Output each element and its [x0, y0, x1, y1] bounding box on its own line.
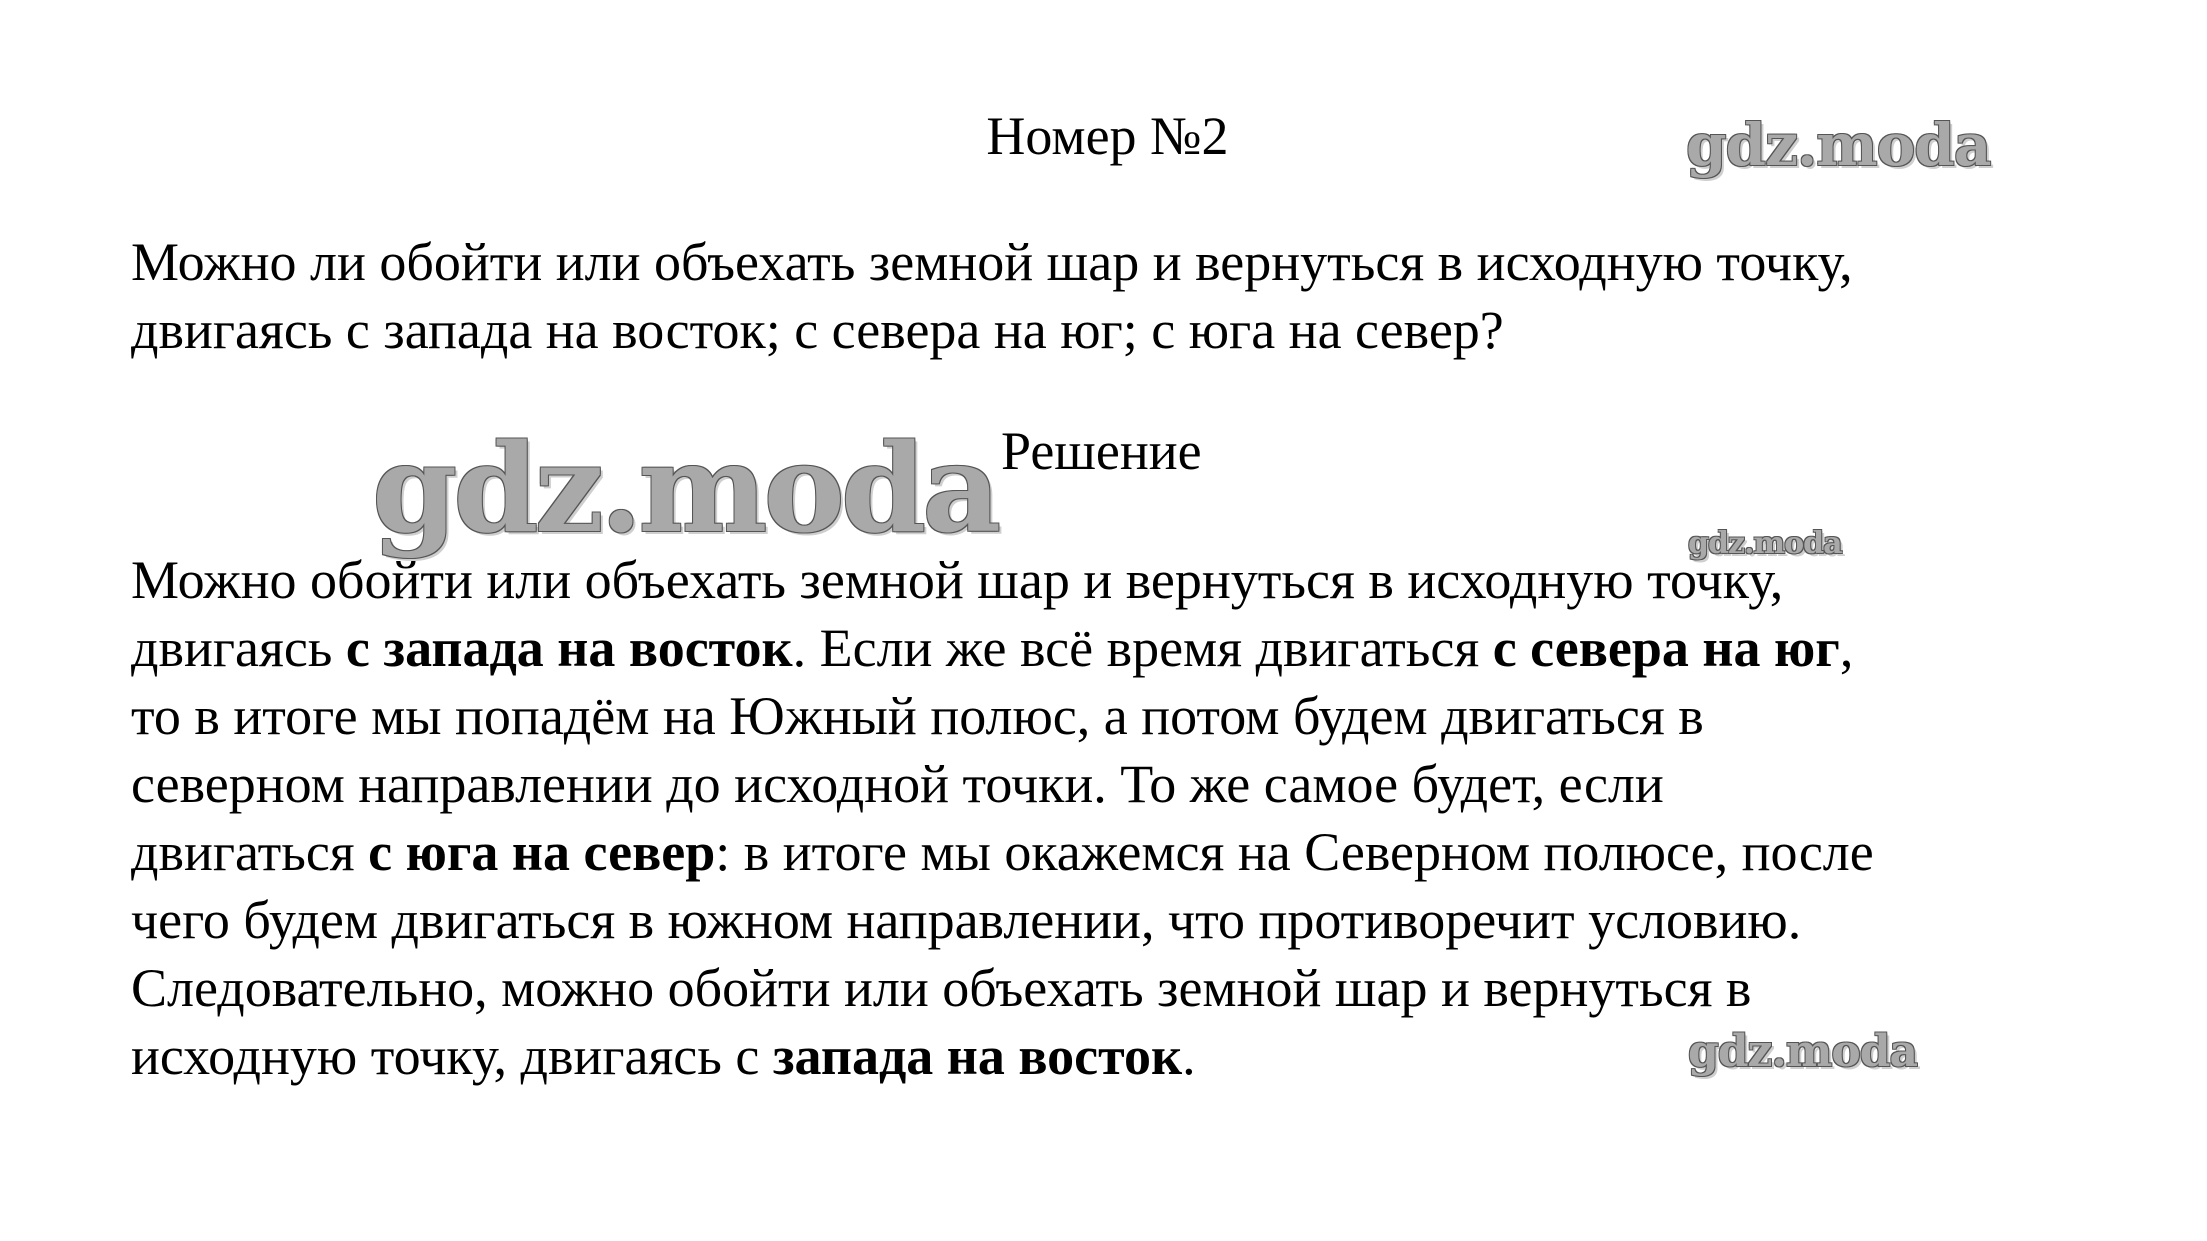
page-title: Номер №2: [986, 106, 1229, 166]
watermark-logo: gdz.moda: [1688, 526, 1842, 561]
answer-bold-segment: с запада на восток: [345, 618, 793, 678]
answer-bold-segment: с юга на север: [368, 822, 716, 882]
watermark-logo: gdz.moda: [1688, 1026, 1918, 1077]
answer-segment: .: [1182, 1026, 1196, 1086]
question-text: [131, 228, 2121, 364]
answer-line: [131, 750, 2131, 818]
answer-segment: . Если же всё время двигаться: [792, 618, 1493, 678]
answer-segment: двигаться: [131, 822, 369, 882]
answer-segment: : в итоге мы окажемся на Северном полюсе, после: [715, 822, 1874, 882]
answer-segment: чего будем двигаться в южном направлении, что противоречит условию.: [131, 890, 1802, 950]
answer-line: [131, 818, 2131, 886]
answer-segment: Следовательно, можно обойти или объехать земной шар и вернуться в: [131, 958, 1752, 1018]
question-line: Можно ли обойти или объехать земной шар и вернуться в исходную точку,: [131, 232, 1853, 292]
answer-segment: ,: [1839, 618, 1854, 678]
answer-bold-segment: запада на восток: [772, 1026, 1183, 1086]
answer-text: [131, 546, 2131, 1090]
answer-line: [131, 614, 2131, 682]
solution-heading: Решение: [1001, 421, 1202, 481]
answer-segment: то в итоге мы попадём на Южный полюс, а потом будем двигаться в: [131, 686, 1704, 746]
answer-segment: северном направлении до исходной точки. То же самое будет, если: [131, 754, 1664, 814]
question-line: двигаясь с запада на восток; с севера на юг; с юга на север?: [131, 300, 1504, 360]
answer-line: [131, 886, 2131, 954]
answer-segment: Можно обойти или объехать земной шар и вернуться в исходную точку,: [131, 550, 1784, 610]
answer-segment: исходную точку, двигаясь с: [131, 1026, 773, 1086]
answer-line: [131, 954, 2131, 1022]
answer-line: [131, 682, 2131, 750]
answer-bold-segment: с севера на юг: [1492, 618, 1840, 678]
watermark-logo: gdz.moda: [372, 416, 998, 560]
answer-segment: двигаясь: [131, 618, 346, 678]
watermark-logo: gdz.moda: [1686, 111, 1991, 179]
